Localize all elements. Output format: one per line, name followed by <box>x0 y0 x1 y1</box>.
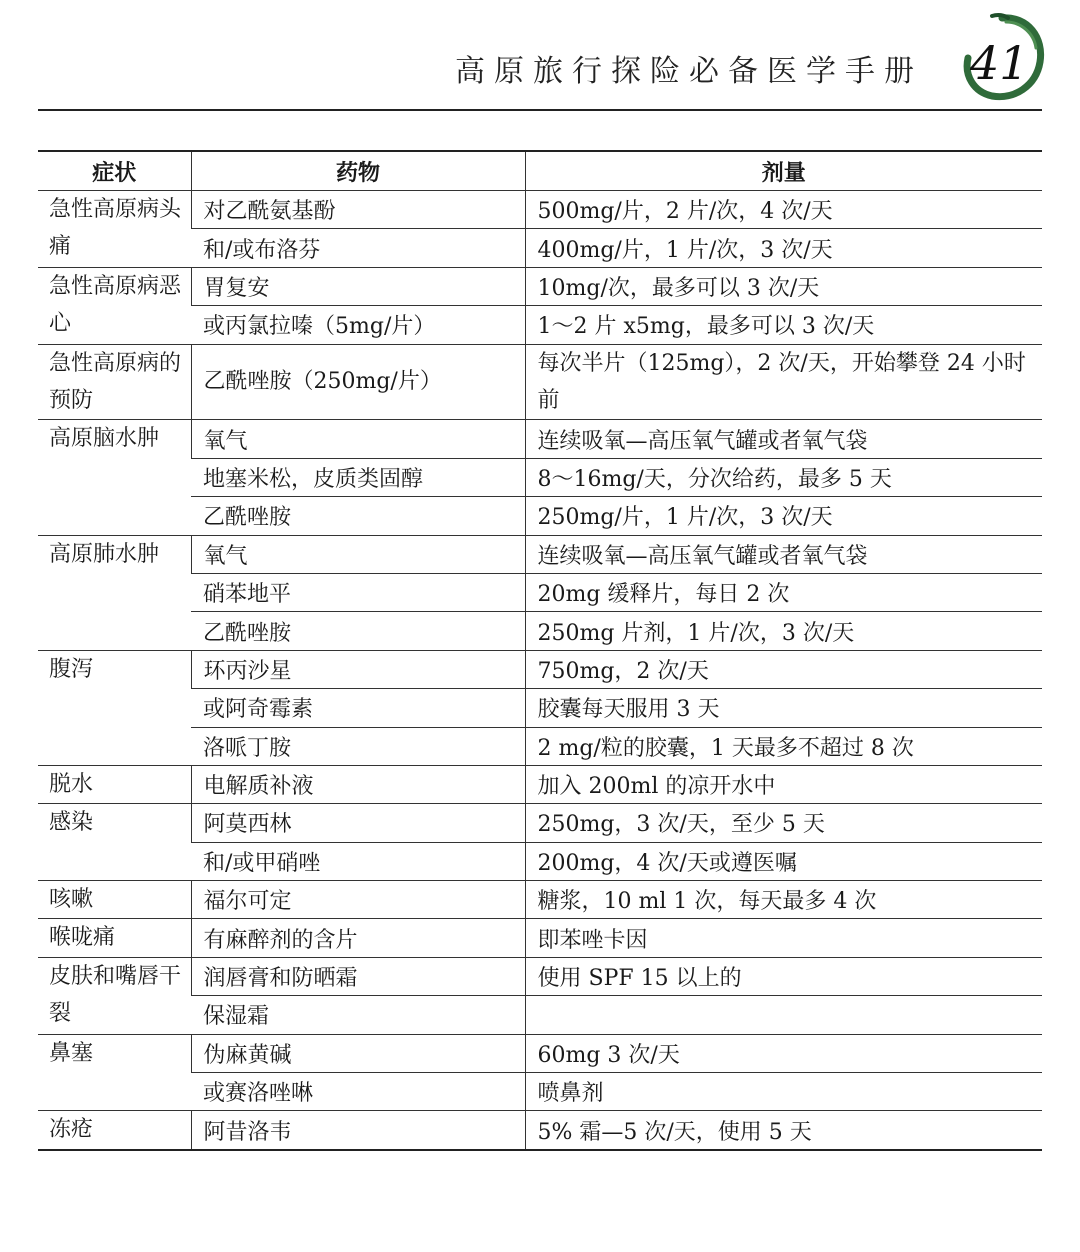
dose-cell: 250mg/片，1 片/次，3 次/天 <box>525 497 1042 535</box>
dose-cell <box>525 996 1042 1034</box>
dose-cell: 750mg，2 次/天 <box>525 650 1042 688</box>
drug-cell: 阿昔洛韦 <box>191 1111 525 1150</box>
drug-cell: 电解质补液 <box>191 765 525 803</box>
drug-cell: 伪麻黄碱 <box>191 1034 525 1072</box>
drug-cell: 有麻醉剂的含片 <box>191 919 525 957</box>
symptom-cell: 感染 <box>38 804 191 881</box>
dose-cell: 10mg/次，最多可以 3 次/天 <box>525 267 1042 305</box>
table-row <box>38 650 1042 688</box>
symptom-cell: 脱水 <box>38 765 191 803</box>
symptom-cell: 急性高原病恶心 <box>38 267 191 344</box>
dose-cell: 胶囊每天服用 3 天 <box>525 689 1042 727</box>
table-row <box>38 267 1042 305</box>
book-title: 高原旅行探险必备医学手册 <box>455 54 923 89</box>
drug-cell: 硝苯地平 <box>191 573 525 611</box>
symptom-cell: 咳嗽 <box>38 881 191 919</box>
drug-cell: 乙酰唑胺（250mg/片） <box>191 344 525 420</box>
drug-cell: 或阿奇霉素 <box>191 689 525 727</box>
column-header-symptom: 症状 <box>38 151 191 191</box>
column-header-dose: 剂量 <box>525 151 1042 191</box>
drug-cell: 氧气 <box>191 420 525 458</box>
drug-cell: 环丙沙星 <box>191 650 525 688</box>
drug-cell: 或丙氯拉嗪（5mg/片） <box>191 306 525 344</box>
drug-cell: 地塞米松，皮质类固醇 <box>191 458 525 496</box>
symptom-cell: 高原肺水肿 <box>38 535 191 650</box>
drug-cell: 阿莫西林 <box>191 804 525 842</box>
table-row <box>38 919 1042 957</box>
drug-cell: 和/或甲硝唑 <box>191 842 525 880</box>
dose-cell: 250mg，3 次/天，至少 5 天 <box>525 804 1042 842</box>
dose-cell: 5% 霜—5 次/天，使用 5 天 <box>525 1111 1042 1150</box>
symptom-cell: 腹泻 <box>38 650 191 765</box>
drug-cell: 保湿霜 <box>191 996 525 1034</box>
table-row <box>38 881 1042 919</box>
table-row <box>38 420 1042 458</box>
table-row <box>38 535 1042 573</box>
drug-cell: 或赛洛唑啉 <box>191 1073 525 1111</box>
drug-cell: 胃复安 <box>191 267 525 305</box>
table-row <box>38 765 1042 803</box>
drug-cell: 氧气 <box>191 535 525 573</box>
dose-cell: 500mg/片，2 片/次，4 次/天 <box>525 191 1042 229</box>
dose-cell: 即苯唑卡因 <box>525 919 1042 957</box>
symptom-cell: 喉咙痛 <box>38 919 191 957</box>
symptom-cell: 鼻塞 <box>38 1034 191 1111</box>
dose-cell: 60mg 3 次/天 <box>525 1034 1042 1072</box>
dose-cell: 8～16mg/天，分次给药，最多 5 天 <box>525 458 1042 496</box>
page-number-badge <box>962 12 1046 104</box>
symptom-cell: 高原脑水肿 <box>38 420 191 535</box>
table-row <box>38 804 1042 842</box>
dose-cell: 400mg/片，1 片/次，3 次/天 <box>525 229 1042 267</box>
drug-cell: 洛哌丁胺 <box>191 727 525 765</box>
page-header <box>0 0 1080 112</box>
table-row <box>38 344 1042 420</box>
table-row <box>38 957 1042 995</box>
dose-cell: 2 mg/粒的胶囊，1 天最多不超过 8 次 <box>525 727 1042 765</box>
page-number: 41 <box>970 36 1029 90</box>
symptom-cell: 急性高原病的预防 <box>38 344 191 420</box>
header-rule <box>38 109 1042 111</box>
drug-cell: 乙酰唑胺 <box>191 612 525 650</box>
dose-cell: 1～2 片 x5mg，最多可以 3 次/天 <box>525 306 1042 344</box>
dose-cell: 连续吸氧—高压氧气罐或者氧气袋 <box>525 535 1042 573</box>
dose-cell: 每次半片（125mg），2 次/天，开始攀登 24 小时前 <box>525 344 1042 420</box>
dose-cell: 使用 SPF 15 以上的 <box>525 957 1042 995</box>
table-row <box>38 1034 1042 1072</box>
dose-cell: 250mg 片剂，1 片/次，3 次/天 <box>525 612 1042 650</box>
dose-cell: 连续吸氧—高压氧气罐或者氧气袋 <box>525 420 1042 458</box>
drug-cell: 对乙酰氨基酚 <box>191 191 525 229</box>
table-header-row <box>38 151 1042 191</box>
drug-cell: 润唇膏和防晒霜 <box>191 957 525 995</box>
dose-cell: 喷鼻剂 <box>525 1073 1042 1111</box>
symptom-cell: 急性高原病头痛 <box>38 191 191 268</box>
drug-cell: 乙酰唑胺 <box>191 497 525 535</box>
table-row <box>38 1111 1042 1150</box>
drug-cell: 福尔可定 <box>191 881 525 919</box>
drug-cell: 和/或布洛芬 <box>191 229 525 267</box>
symptom-cell: 皮肤和嘴唇干裂 <box>38 957 191 1034</box>
dose-cell: 20mg 缓释片，每日 2 次 <box>525 573 1042 611</box>
dose-cell: 200mg，4 次/天或遵医嘱 <box>525 842 1042 880</box>
table-row <box>38 191 1042 229</box>
column-header-drug: 药物 <box>191 151 525 191</box>
symptom-cell: 冻疮 <box>38 1111 191 1150</box>
medication-table <box>38 150 1042 1151</box>
dose-cell: 糖浆，10 ml 1 次，每天最多 4 次 <box>525 881 1042 919</box>
dose-cell: 加入 200ml 的凉开水中 <box>525 765 1042 803</box>
